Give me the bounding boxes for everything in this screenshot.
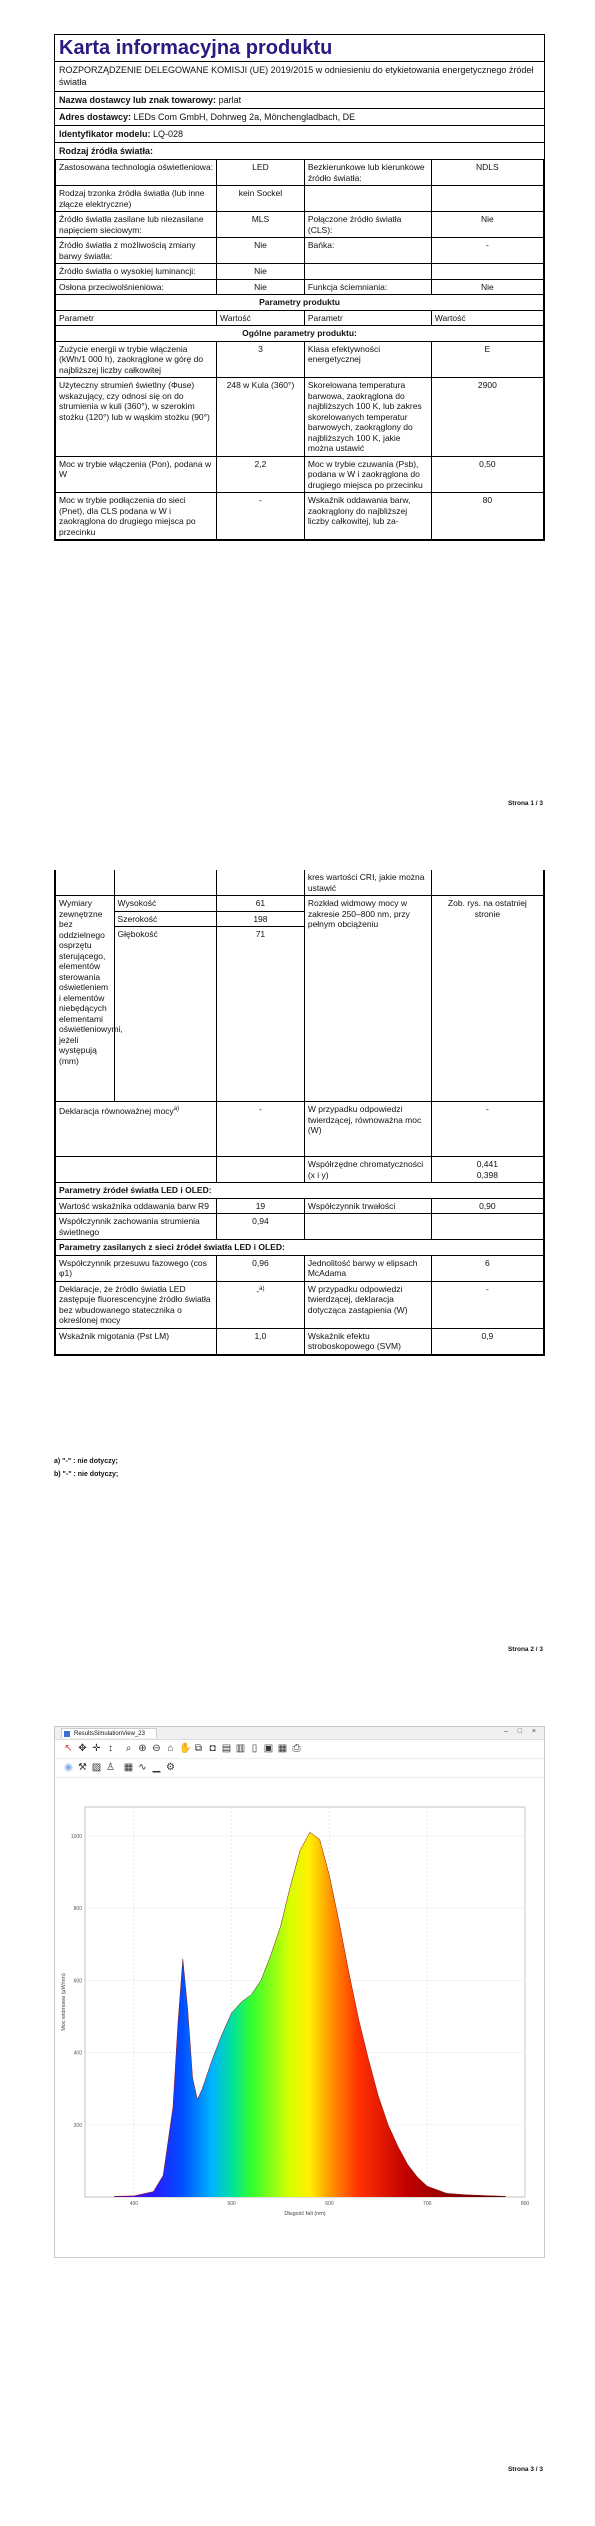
- light-source-cell-2-1: MLS: [217, 212, 305, 238]
- equiv-power-value: -: [217, 1102, 305, 1157]
- supplier-address-label: Adres dostawcy:: [59, 112, 132, 122]
- fluorescent-decl-cell: [217, 1281, 305, 1328]
- general-param-row: [56, 341, 544, 378]
- fluorescent-decl-label: Deklaracje, że źródło światła LED zastępuje fluorescencyjne źródło światła bez wbudowanego statecznika o określonej mocy: [56, 1281, 217, 1328]
- equiv-power-cell: [56, 1102, 217, 1157]
- y-axis-label: Moc widmowa (μW/nm): [61, 1973, 67, 2031]
- toolbar-secondary: [55, 1759, 544, 1778]
- chroma-values: [431, 1157, 543, 1183]
- light-source-cell-2-2: Połączone źródło światła (CLS):: [304, 212, 431, 238]
- general-param-cell-2-3: 0,50: [431, 456, 543, 493]
- figure-icon[interactable]: ♙: [106, 1762, 115, 1773]
- window-titlebar: [55, 1727, 544, 1740]
- page-3-footer: Strona 3 / 3: [507, 2466, 543, 2473]
- model-label: Identyfikator modelu:: [59, 129, 151, 139]
- light-source-row: [56, 212, 544, 238]
- light-source-cell-2-3: Nie: [431, 212, 543, 238]
- zoom-out-icon[interactable]: ⊖: [152, 1743, 161, 1754]
- light-source-cell-4-1: Nie: [217, 264, 305, 280]
- fluorescent-decl-value: -: [256, 1285, 260, 1296]
- light-source-cell-4-3: [431, 264, 543, 280]
- simulation-window-screenshot: [54, 1726, 545, 2258]
- light-source-cell-0-0: Zastosowana technologia oświetleniowa:: [56, 160, 217, 186]
- light-source-cell-1-0: Rodzaj trzonka źródła światła (lub inne złącze elektryczne): [56, 186, 217, 212]
- spectral-label: Rozkład widmowy mocy w zakresie 250–800 nm, przy pełnym obciążeniu: [304, 896, 431, 1102]
- light-source-cell-3-0: Źródło światła z możliwością zmiany barwy światła:: [56, 238, 217, 264]
- light-source-cell-3-3: -: [431, 238, 543, 264]
- chroma-label: Współrzędne chromatyczności (x i y): [304, 1157, 431, 1183]
- copy-icon[interactable]: ⧉: [194, 1743, 203, 1754]
- footnote-a: a) "-" : nie dotyczy;: [54, 1458, 118, 1465]
- general-param-row: [56, 493, 544, 540]
- toolbar-main: [55, 1740, 544, 1759]
- y-tick-label: 1000: [70, 1833, 82, 1840]
- supplier-name-row: [55, 92, 544, 109]
- window-tab[interactable]: [61, 1728, 157, 1738]
- general-param-cell-0-0: Zużycie energii w trybie włączenia (kWh/1 000 h), zaokrąglone w górę do najbliższej liczby całkowitej: [56, 341, 217, 378]
- cursor-icon[interactable]: ↖: [64, 1743, 73, 1754]
- general-param-cell-0-2: Klasa efektywności energetycznej: [304, 341, 431, 378]
- settings-icon[interactable]: ⚙: [166, 1762, 175, 1773]
- page-2-footer: Strona 2 / 3: [507, 1646, 543, 1653]
- chroma-x: 0,441: [476, 1159, 498, 1169]
- dim-depth-label: Głębokość: [114, 927, 216, 1102]
- product-sheet-frame-2: [54, 870, 545, 1356]
- r9-label: Wartość wskaźnika oddawania barw R9: [56, 1198, 217, 1214]
- zoom-in-icon[interactable]: ⊕: [138, 1743, 147, 1754]
- general-param-row: [56, 456, 544, 493]
- general-param-cell-2-1: 2,2: [217, 456, 305, 493]
- save-icon[interactable]: ▣: [263, 1743, 274, 1754]
- supplier-name-value: parlat: [218, 95, 242, 105]
- spectrum-chart: [55, 1797, 544, 2227]
- replacement-value: -: [431, 1281, 543, 1328]
- product-sheet-frame: [54, 34, 545, 541]
- light-source-cell-0-1: LED: [217, 160, 305, 186]
- light-source-cell-1-3: [431, 186, 543, 212]
- line-icon[interactable]: ↕: [108, 1743, 113, 1754]
- zoom-icon[interactable]: ⌕: [125, 1743, 132, 1754]
- params-header: Parametry produktu: [56, 295, 544, 311]
- mcadam-value: 6: [431, 1255, 543, 1281]
- window-controls[interactable]: – □ ×: [503, 1728, 540, 1735]
- light-source-cell-5-2: Funkcja ściemniania:: [304, 279, 431, 295]
- delete-icon[interactable]: ▥: [235, 1743, 246, 1754]
- model-row: [55, 126, 544, 143]
- equiv-right-value: -: [431, 1102, 543, 1157]
- table-icon[interactable]: ▦: [123, 1762, 134, 1773]
- page-title: Karta informacyjna produktu: [55, 35, 544, 62]
- light-source-table: [55, 159, 544, 540]
- light-source-cell-4-2: [304, 264, 431, 280]
- y-tick-label: 800: [73, 1906, 82, 1913]
- light-source-cell-3-2: Bańka:: [304, 238, 431, 264]
- replacement-label: W przypadku odpowiedzi twierdzącej, deklaracja dotycząca zastąpienia (W): [304, 1281, 431, 1328]
- light-source-cell-0-2: Bezkierunkowe lub kierunkowe źródło światła:: [304, 160, 431, 186]
- col-param-1: Parametr: [56, 310, 217, 326]
- regulation-subtitle: ROZPORZĄDZENIE DELEGOWANE KOMISJI (UE) 2019/2015 w odniesieniu do etykietowania energetycznego źródeł światła: [55, 62, 544, 92]
- light-source-type-label: Rodzaj źródła światła:: [59, 146, 154, 156]
- general-param-cell-1-3: 2900: [431, 378, 543, 457]
- general-param-cell-2-2: Moc w trybie czuwania (Psb), podana w W i zaokrąglona do drugiego miejsca po przecinku: [304, 456, 431, 493]
- save-as-icon[interactable]: ▦: [277, 1743, 288, 1754]
- flicker-value: 1,0: [217, 1328, 305, 1354]
- tools-icon[interactable]: ⚒: [78, 1762, 87, 1773]
- mains-section-header: Parametry zasilanych z sieci źródeł światła LED i OLED:: [56, 1240, 544, 1256]
- general-param-cell-1-1: 248 w Kula (360°): [217, 378, 305, 457]
- x-tick-label: 600: [325, 2201, 334, 2207]
- equiv-power-sup: a): [173, 1106, 180, 1112]
- general-param-cell-3-3: 80: [431, 493, 543, 540]
- move-icon[interactable]: ✥: [78, 1743, 87, 1754]
- y-tick-label: 200: [73, 2122, 82, 2129]
- x-tick-label: 700: [423, 2201, 432, 2207]
- general-param-row: [56, 378, 544, 457]
- light-source-cell-4-0: Źródło światła o wysokiej luminancji:: [56, 264, 217, 280]
- dim-width-value: 198: [217, 911, 305, 927]
- light-source-cell-0-3: NDLS: [431, 160, 543, 186]
- x-tick-label: 500: [227, 2201, 236, 2207]
- fluorescent-decl-sup: a): [259, 1285, 265, 1292]
- print-icon[interactable]: ⎙: [292, 1743, 301, 1754]
- col-value-1: Wartość: [217, 310, 305, 326]
- dimensions-label: Wymiary zewnętrzne bez oddzielnego osprzętu sterującego, elementów sterowania oświetleniem i elementów niebędących elementami oświetleniowymi, jeżeli występują (mm): [56, 896, 115, 1102]
- page-1: [0, 0, 595, 840]
- light-source-cell-1-1: kein Sockel: [217, 186, 305, 212]
- cosphi-label: Współczynnik przesuwu fazowego (cos φ1): [56, 1255, 217, 1281]
- light-source-cell-3-1: Nie: [217, 238, 305, 264]
- page-icon[interactable]: ▯: [251, 1743, 258, 1754]
- footnote-b: b) "-" : nie dotyczy;: [54, 1471, 119, 1478]
- color-icon[interactable]: ◉: [64, 1762, 73, 1773]
- survival-value: 0,90: [431, 1198, 543, 1214]
- supplier-address-row: [55, 109, 544, 126]
- page-3: [0, 1700, 595, 2526]
- curve-icon[interactable]: ∿: [138, 1762, 147, 1773]
- light-source-cell-1-2: [304, 186, 431, 212]
- general-param-cell-3-1: -: [217, 493, 305, 540]
- general-param-cell-0-3: E: [431, 341, 543, 378]
- page-2: [0, 870, 595, 1670]
- zoom-reset-icon[interactable]: ⌂: [167, 1743, 174, 1754]
- flicker-label: Wskaźnik migotania (Pst LM): [56, 1328, 217, 1354]
- general-param-cell-2-0: Moc w trybie włączenia (Pon), podana w W: [56, 456, 217, 493]
- dim-width-label: Szerokość: [114, 911, 216, 927]
- led-section-header: Parametry źródeł światła LED i OLED:: [56, 1183, 544, 1199]
- y-tick-label: 600: [73, 1978, 82, 1985]
- mcadam-label: Jednolitość barwy w elipsach McAdama: [304, 1255, 431, 1281]
- svm-label: Wskaźnik efektu stroboskopowego (SVM): [304, 1328, 431, 1354]
- page-1-footer: Strona 1 / 3: [507, 800, 543, 807]
- params-table-continued: [55, 870, 544, 1355]
- spectral-value: Zob. rys. na ostatniej stronie: [431, 896, 543, 1102]
- crosshair-icon[interactable]: ✛: [92, 1743, 101, 1754]
- general-params-header: Ogólne parametry produktu:: [56, 326, 544, 342]
- lumen-maint-value: 0,94: [217, 1214, 305, 1240]
- cosphi-value: 0,96: [217, 1255, 305, 1281]
- window-tab-title: ResultsSimulationView_23: [74, 1731, 145, 1737]
- camera-icon[interactable]: ◘: [209, 1743, 216, 1754]
- general-param-cell-1-0: Użyteczny strumień świetlny (Φuse) wskazujący, czy odnosi się on do strumienia w kuli (360°), w szerokim stożku (120°) lub w wąskim stożku (90°): [56, 378, 217, 457]
- chart-icon[interactable]: ▁: [152, 1762, 161, 1773]
- svm-value: 0,9: [431, 1328, 543, 1354]
- light-source-row: [56, 186, 544, 212]
- supplier-address-value: LEDs Com GmbH, Dohrweg 2a, Mönchengladbach, DE: [133, 112, 356, 122]
- survival-label: Współczynnik trwałości: [304, 1198, 431, 1214]
- x-tick-label: 400: [129, 2201, 139, 2207]
- hand-icon[interactable]: ✋: [179, 1743, 192, 1754]
- app-icon: [64, 1731, 70, 1737]
- image-icon[interactable]: ▨: [91, 1762, 102, 1773]
- clipboard-icon[interactable]: ▤: [221, 1743, 232, 1754]
- general-param-cell-1-2: Skorelowana temperatura barwowa, zaokrąglona do najbliższych 100 K, lub zakres skorelowanych temperatur barwowych, zaokrąglony do najbliższych 100 K, jakie można ustawić: [304, 378, 431, 457]
- lumen-maint-label: Współczynnik zachowania strumienia świetlnego: [56, 1214, 217, 1240]
- x-axis-label: Długość fali (nm): [284, 2211, 326, 2217]
- light-source-cell-2-0: Źródło światła zasilane lub niezasilane napięciem sieciowym:: [56, 212, 217, 238]
- equiv-power-label: Deklaracja równoważnej mocy: [59, 1105, 174, 1116]
- cri-range-continued: kres wartości CRI, jakie można ustawić: [304, 870, 431, 896]
- dim-depth-value: 71: [217, 927, 305, 1102]
- supplier-name-label: Nazwa dostawcy lub znak towarowy:: [59, 95, 217, 105]
- general-param-cell-3-0: Moc w trybie podłączenia do sieci (Pnet), dla CLS podana w W i zaokrąglona do drugiego miejsca po przecinku: [56, 493, 217, 540]
- general-param-cell-3-2: Wskaźnik oddawania barw, zaokrąglony do najbliższej liczby całkowitej, lub za-: [304, 493, 431, 540]
- col-value-2: Wartość: [431, 310, 543, 326]
- equiv-right-label: W przypadku odpowiedzi twierdzącej, równoważna moc (W): [304, 1102, 431, 1157]
- light-source-row: [56, 238, 544, 264]
- model-value: LQ-028: [153, 129, 184, 139]
- light-source-cell-5-0: Osłona przeciwolśnieniowa:: [56, 279, 217, 295]
- light-source-cell-5-1: Nie: [217, 279, 305, 295]
- col-param-2: Parametr: [304, 310, 431, 326]
- light-source-cell-5-3: Nie: [431, 279, 543, 295]
- x-tick-label: 800: [520, 2201, 530, 2207]
- r9-value: 19: [217, 1198, 305, 1214]
- light-source-row: [56, 160, 544, 186]
- light-source-row: [56, 264, 544, 280]
- y-tick-label: 400: [73, 2050, 82, 2057]
- light-source-row: [56, 279, 544, 295]
- dim-height-label: Wysokość: [114, 896, 216, 912]
- general-param-cell-0-1: 3: [217, 341, 305, 378]
- chroma-y: 0,398: [476, 1169, 498, 1180]
- dim-height-value: 61: [217, 896, 305, 912]
